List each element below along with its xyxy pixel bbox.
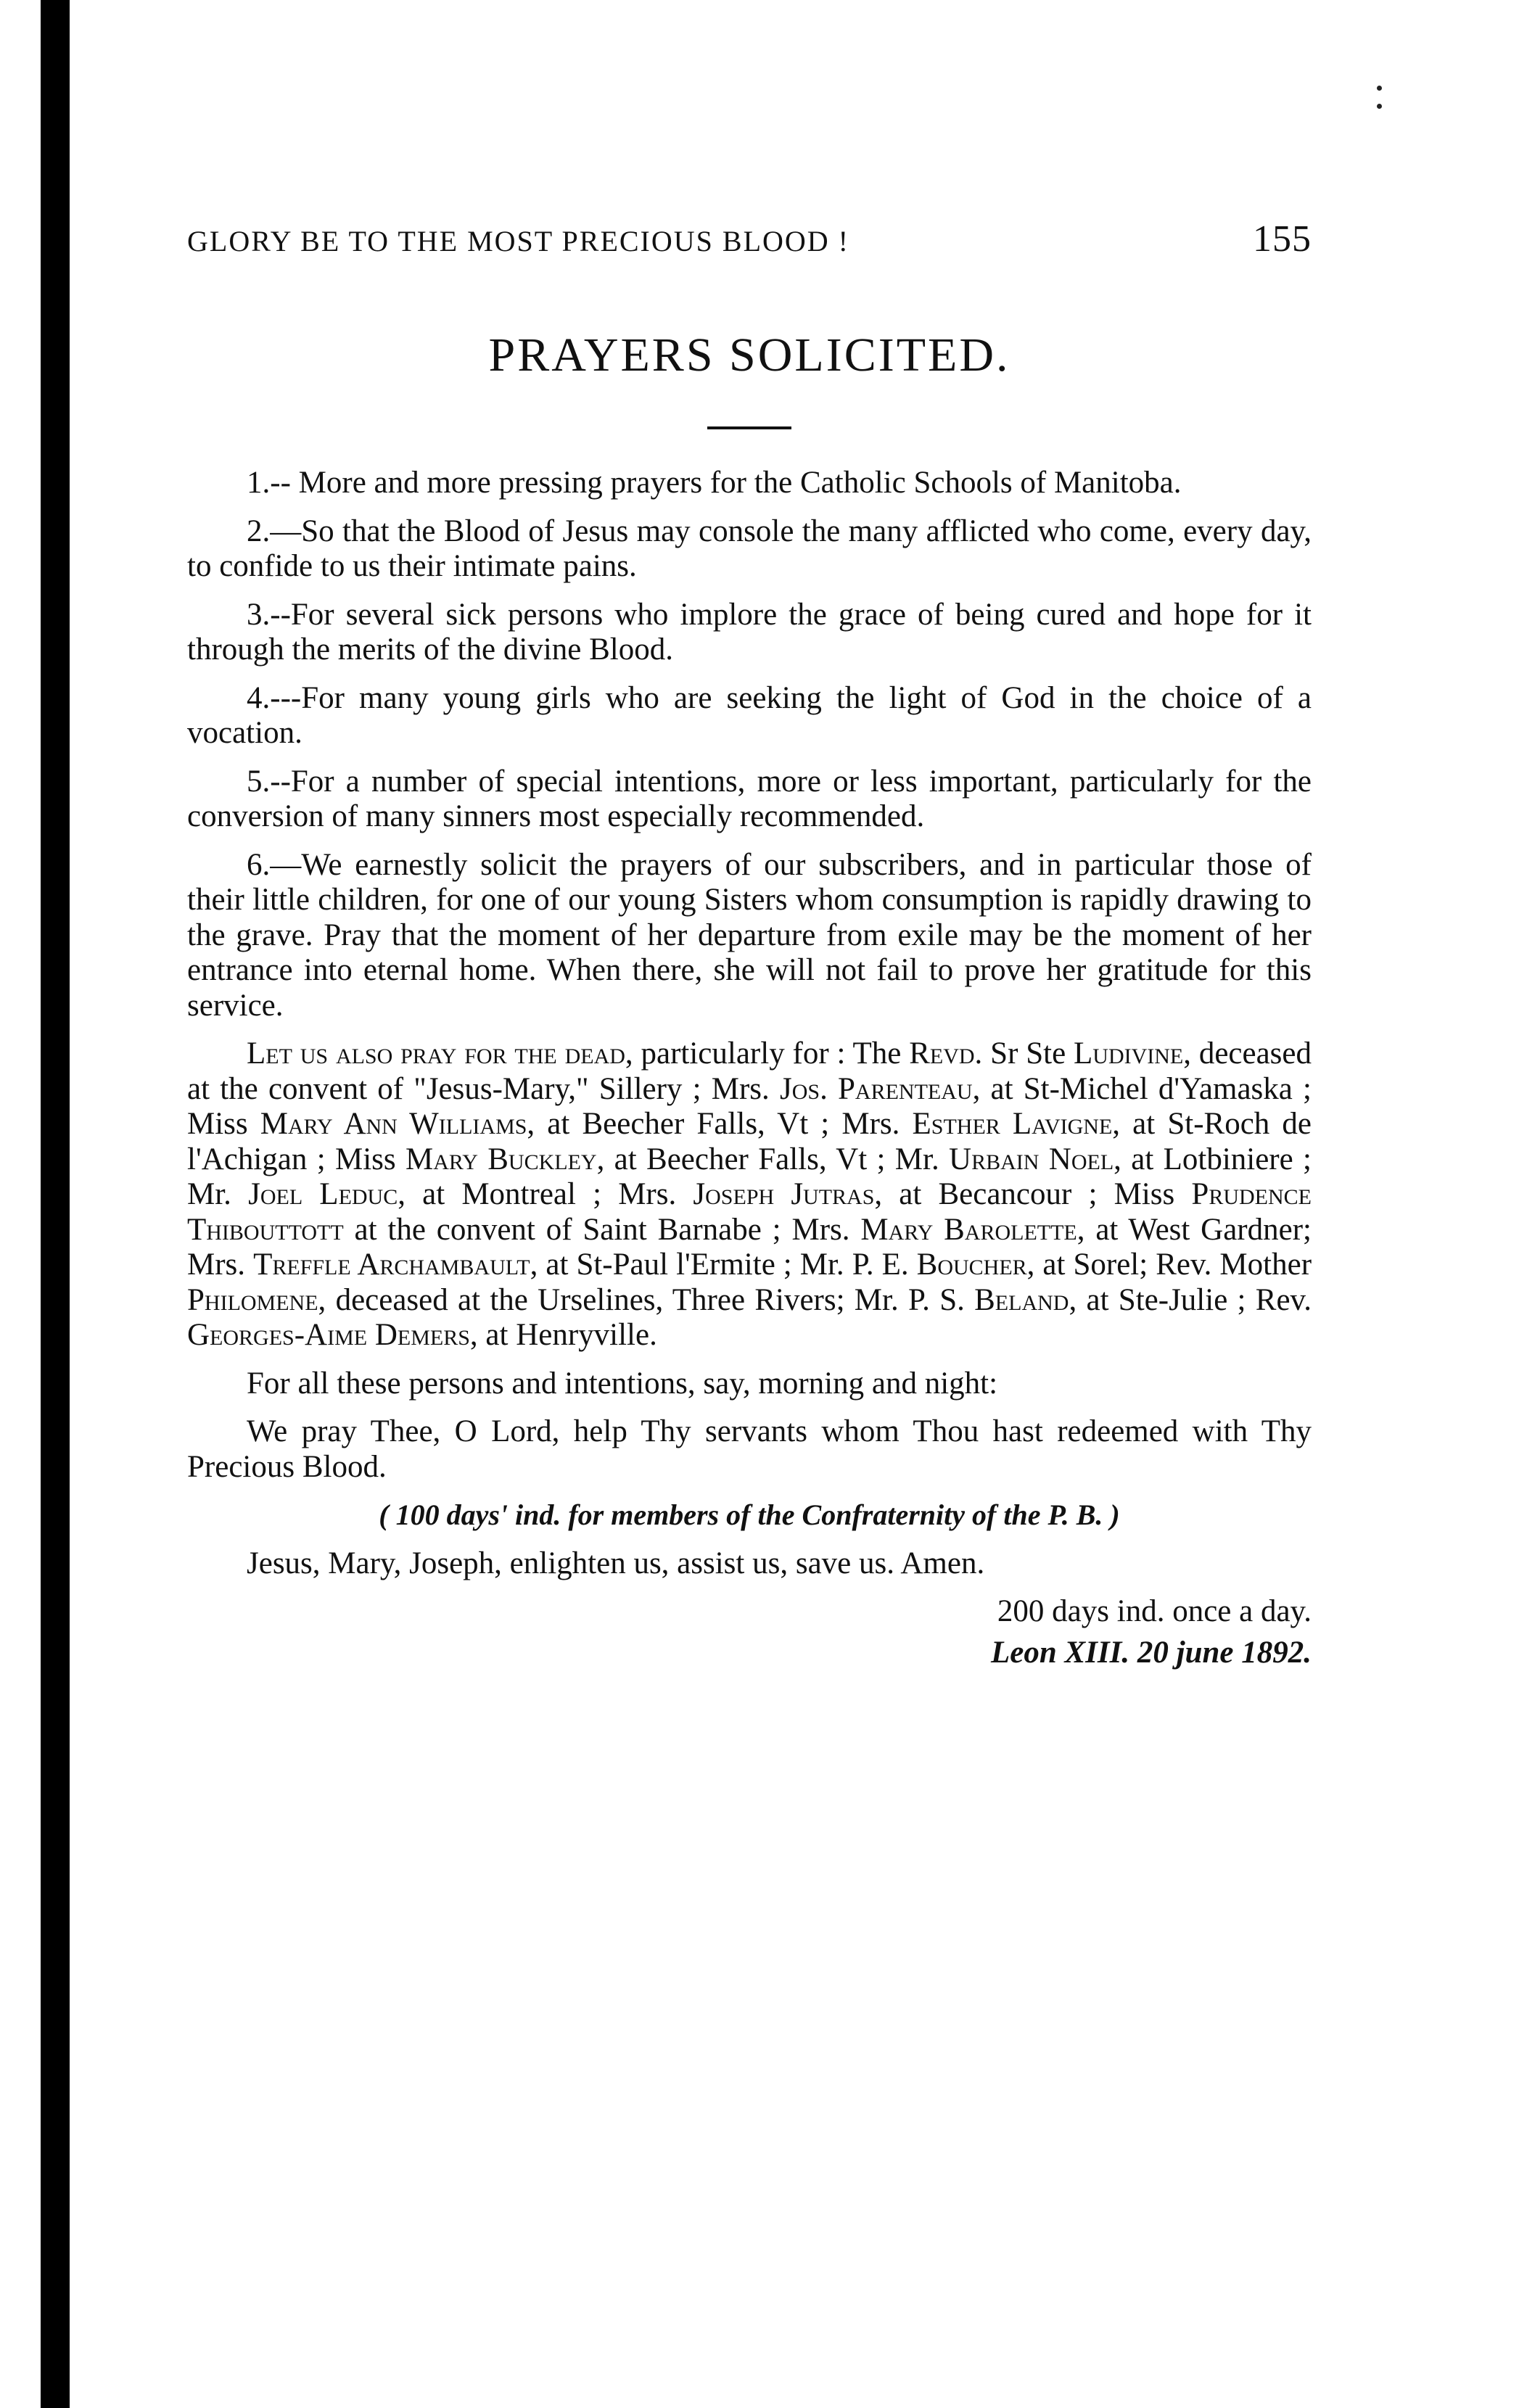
prayer: We pray Thee, O Lord, help Thy servants whom Thou hast redeemed with Thy Precious Blood. [187,1414,1312,1484]
dead-lead: Let us also pray for the dead, [247,1036,633,1071]
for-all-line: For all these persons and intentions, say, morning and night: [247,1366,998,1401]
papal-signature: Leon XIII. 20 june 1892. [990,1635,1312,1670]
scan-specks [1377,86,1384,115]
item-5: 5.--For a number of special intentions, more or less important, particularly for the conversion of many sinners most especially recommended. [187,764,1312,833]
item-1: 1.-- More and more pressing prayers for the Catholic Schools of Manitoba. [247,466,1182,500]
page-number: 155 [1253,218,1312,260]
running-title: GLORY BE TO THE MOST PRECIOUS BLOOD ! [187,225,849,257]
title-rule [707,426,791,429]
dead-paragraph: Let us also pray for the dead, particularly for : The Revd. Sr Ste Ludivine, deceased at the convent of "Jesus-Mary," Sillery ; Mrs. Jos. Parenteau, at St-Michel d'Yamaska ; Miss Mary Ann Williams, at Beecher Falls, Vt ; Mrs. Esther Lavigne, at St-Roch de l'Achigan ; Miss Mary Buckley, at Beecher Falls, Vt ; Mr. Urbain Noel, at Lotbiniere ; Mr. Joel Leduc, at Montreal ; Mrs. Joseph Jutras, at Becancour ; Miss Prudence Thibouttott at the convent of Saint Barnabe ; Mrs. Mary Barolette, at West Gardner; Mrs. Treffle Archambault, at St-Paul l'Ermite ; Mr. P. E. Boucher, at Sorel; Rev. Mother Philomene, deceased at the Urselines, Three Rivers; Mr. P. S. Beland, at Ste-Julie ; Rev. Georges-Aime Demers, at Henryville. [187,1036,1312,1352]
item-2: 2.—So that the Blood of Jesus may console the many afflicted who come, every day, to confide to us their intimate pains. [187,514,1312,583]
item-6: 6.—We earnestly solicit the prayers of our subscribers, and in particular those of their little children, for one of our young Sisters whom consumption is rapidly drawing to the grave. Pray that the moment of her departure from exile may be the moment of her entrance into eternal home. When there, she will not fail to prove her gratitude for this service. [187,847,1312,1023]
indulgence-confraternity: ( 100 days' ind. for members of the Confraternity of the P. B. ) [379,1498,1120,1531]
section-title: PRAYERS SOLICITED. [488,329,1010,382]
item-3: 3.--For several sick persons who implore the grace of being cured and hope for it through the merits of the divine Blood. [187,597,1312,667]
item-4: 4.---For many young girls who are seeking the light of God in the choice of a vocation. [187,680,1312,750]
running-head [187,218,1312,276]
invocation: Jesus, Mary, Joseph, enlighten us, assist us, save us. Amen. [247,1546,985,1580]
indulgence-daily: 200 days ind. once a day. [997,1594,1312,1628]
page [187,218,1312,1683]
scan-binding-shadow [41,0,70,2408]
